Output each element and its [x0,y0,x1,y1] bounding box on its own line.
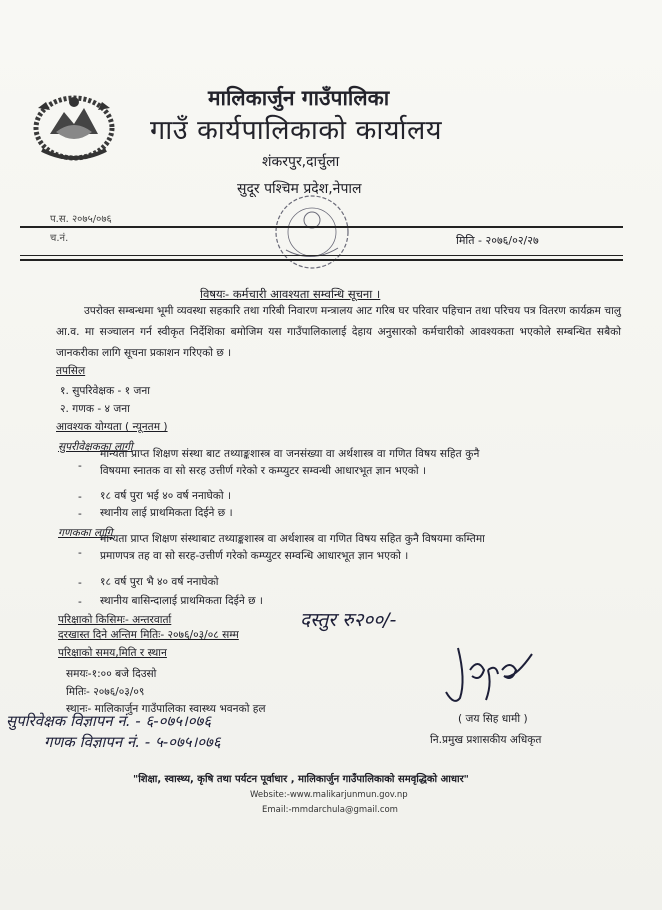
reference-number: प.स. २०७५/०७६ [50,214,112,225]
enumerator-item-1: मान्यता प्राप्त शिक्षण संस्थाबाट तथ्याङ्कशास्त्र वा अर्थशास्त्र वा गणित विषय सहित कुनै विषयमा कम्तिमा [100,533,485,545]
exam-date: मितिः- २०७६/०३/०९ [66,686,145,698]
letter-date: मिति - २०७६/०२/२७ [456,234,539,247]
bullet-dash: - [78,547,82,559]
bullet-dash: - [78,460,82,472]
footer-email: Email:-mmdarchula@gmail.com [262,805,398,815]
footer-website: Website:-www.malikarjunmun.gov.np [250,790,408,800]
exam-venue: स्थानः- मालिकार्जुन गाउँपालिका स्वास्थ्य भवनको हल [66,703,266,715]
supervisor-heading: सुपरीवेक्षकका लागी [58,441,133,453]
exam-time: समयः-१:०० बजे दिउसो [66,668,157,680]
bullet-dash: - [78,596,82,608]
location-line-2: सुदूर पश्चिम प्रदेश,नेपाल [237,181,362,197]
bullet-dash: - [78,508,82,520]
location-line-1: शंकरपुर,दार्चुला [262,154,340,170]
bullet-dash: - [78,491,82,503]
municipality-name: मालिकार्जुन गाउँपालिका [208,86,390,110]
details-heading: तपसिल [56,365,86,377]
signatory-title: नि.प्रमुख प्रशासकीय अधिकृत [430,734,542,746]
enumerator-heading: गणकका लागि [58,527,113,539]
office-name: गाउँ कार्यपालिकाको कार्यालय [150,115,442,146]
nepal-emblem-icon [28,88,120,166]
supervisor-item-1: मान्यता प्राप्त शिक्षण संस्था बाट तथ्याङ्कशास्त्र वा जनसंख्या वा अर्थशास्त्र वा गणित विषय सहित कुनै [100,448,480,460]
handwritten-supervisor-ad: सुपरिवेक्षक विज्ञापन नं. - ६-०७५।०७६ [6,712,212,730]
dispatch-number: च.नं. [50,233,69,244]
exam-schedule-heading: परिक्षाको समय,मिति र स्थान [58,647,167,659]
header-rule-bottom-thick [20,259,623,261]
position-enumerator: २. गणक - ४ जना [60,403,130,415]
signatory-name: ( जय सिह धामी ) [458,713,528,725]
signature-icon [440,640,550,710]
exam-type: परिक्षाको किसिमः- अन्तरवार्ता [58,614,172,626]
enumerator-item-2: १८ वर्ष पुरा भै ४० वर्ष ननाघेको [100,576,219,588]
enumerator-item-3: स्थानीय बासिन्दालाई प्राथमिकता दिईने छ । [100,595,263,607]
position-supervisor: १. सुपरिवेक्षक - १ जना [60,385,151,397]
qualification-heading: आवश्यक योग्यता ( न्यूनतम ) [56,421,168,433]
header-rule-top [20,226,623,228]
handwritten-fee: दस्तुर रु२००/- [300,609,397,631]
enumerator-item-1b: प्रमाणपत्र तह वा सो सरह-उत्तीर्ण गरेको कम्प्युटर सम्वन्धि आधारभूत ज्ञान भएको । [100,550,409,562]
header-rule-bottom [20,255,623,256]
application-deadline: दरखास्त दिने अन्तिम मितिः- २०७६/०३/०८ सम्म [58,629,239,641]
intro-paragraph: उपरोक्त सम्बन्धमा भूमी व्यवस्था सहकारि तथा गरिबी निवारण मन्त्रालय आट गरिब घर परिवार पहिचान तथा परिचय पत्र वितरण कार्यक्रम चालु आ.व. मा सञ्चालन गर्न स्वीकृत निर्देशिका बमोजिम यस गाउँपालिकालाई देहाय अनुसारको कर्मचारीको आवश्यकता भएकोले सम्बन्धित सबैको जानकरीका लागि सूचना प्रकाशन गरिएको छ । [56,305,621,359]
subject-line: विषयः- कर्मचारी आवश्यता सम्वन्धि सूचना । [200,287,381,301]
supervisor-item-3: स्थानीय लाई प्राथमिकता दिईने छ । [100,507,233,519]
handwritten-enumerator-ad: गणक विज्ञापन नं. - ५-०७५।०७६ [44,733,221,751]
office-stamp-icon [266,190,358,274]
bullet-dash: - [78,577,82,589]
supervisor-item-1b: विषयमा स्नातक वा सो सरह उत्तीर्ण गरेको र कम्प्युटर सम्वन्धी आधारभूत ज्ञान भएको । [100,465,427,477]
supervisor-item-2: १८ वर्ष पुरा भई ४० वर्ष ननाघेको । [100,490,232,502]
footer-slogan: "शिक्षा, स्वास्थ्य, कृषि तथा पर्यटन पूर्वाधार , मालिकार्जुन गाउँपालिकाको समवृद्धिको आधार" [133,774,469,785]
